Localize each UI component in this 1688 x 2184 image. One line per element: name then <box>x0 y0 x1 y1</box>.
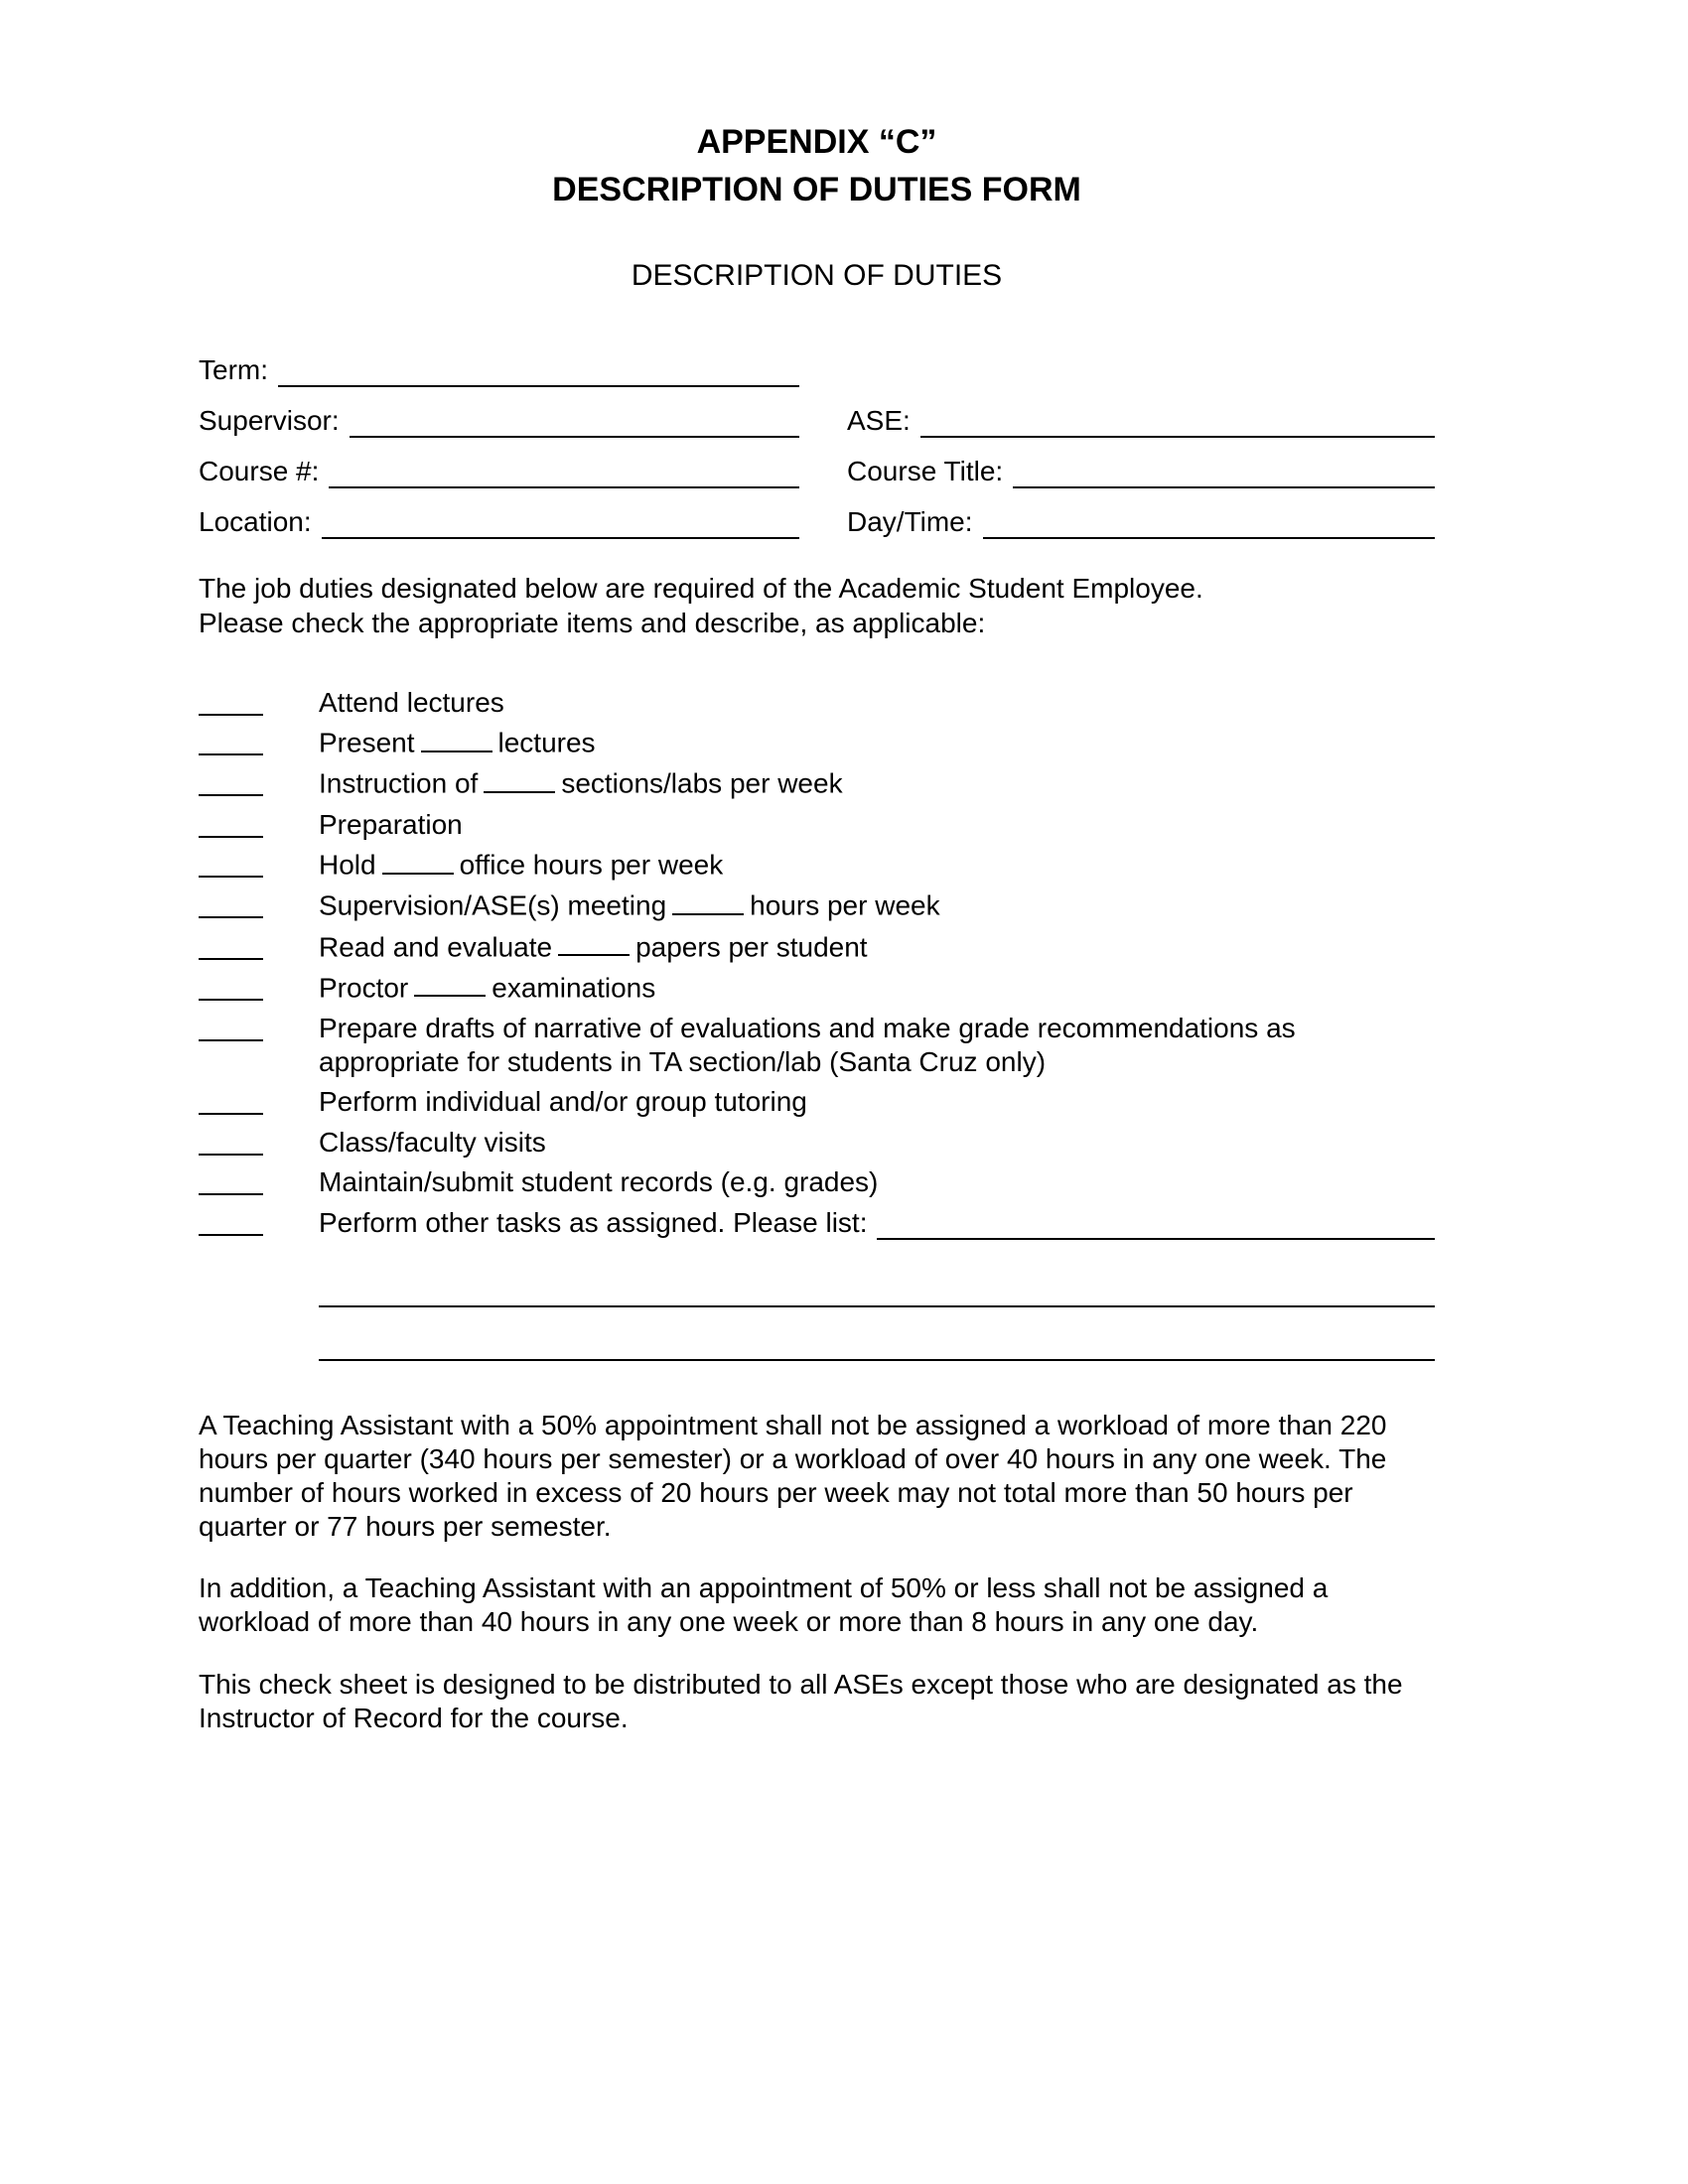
duty-text <box>319 726 1435 759</box>
duty-item-supervision-meeting <box>199 888 1435 922</box>
duty-label-after: hours per week <box>750 890 940 922</box>
duty-check-line[interactable] <box>199 1165 263 1195</box>
duty-text <box>319 686 1435 720</box>
duty-label-after: examinations <box>492 972 656 1004</box>
duty-label: Hold <box>319 849 376 881</box>
form-subtitle: DESCRIPTION OF DUTIES <box>631 259 1003 293</box>
duty-label: Perform individual and/or group tutoring <box>319 1086 807 1118</box>
field-row-supervisor-ase <box>199 403 1435 438</box>
duty-text <box>319 971 1435 1005</box>
ase-label: ASE: <box>847 404 911 436</box>
duty-label: Read and evaluate <box>319 931 553 963</box>
instructions <box>199 571 1435 640</box>
duty-text <box>319 1012 1435 1078</box>
course-title-input-line[interactable] <box>1013 458 1435 488</box>
duty-item-instruction-sections <box>199 766 1435 800</box>
field-supervisor <box>199 403 799 438</box>
location-input-line[interactable] <box>322 508 799 539</box>
duty-check-line[interactable] <box>199 1206 263 1236</box>
term-label: Term: <box>199 353 268 385</box>
duty-item-prepare-drafts-evaluations <box>199 1012 1435 1078</box>
duty-check-line[interactable] <box>199 930 263 960</box>
duty-item-preparation <box>199 808 1435 842</box>
field-course-number <box>199 454 799 488</box>
duty-check-line[interactable] <box>199 888 263 918</box>
duty-inline-blank[interactable] <box>484 766 555 793</box>
duty-check-line[interactable] <box>199 726 263 755</box>
duty-text <box>319 1206 1435 1240</box>
day-time-input-line[interactable] <box>983 508 1435 539</box>
course-number-input-line[interactable] <box>329 458 799 488</box>
duty-label: Preparation <box>319 808 463 840</box>
duty-check-line[interactable] <box>199 1126 263 1156</box>
field-row-term <box>199 352 1435 387</box>
duty-inline-blank[interactable] <box>414 971 486 998</box>
duty-label-after: office hours per week <box>459 849 724 881</box>
policy-paragraphs <box>199 1409 1435 1735</box>
duty-label: Supervision/ASE(s) meeting <box>319 890 667 922</box>
duty-check-line[interactable] <box>199 1085 263 1115</box>
duty-check-line[interactable] <box>199 971 263 1001</box>
distribution-paragraph: This check sheet is designed to be distributed to all ASEs except those who are designated as the Instructor of Record for the course. <box>199 1668 1403 1733</box>
duty-check-line[interactable] <box>199 686 263 716</box>
duty-item-student-records <box>199 1165 1435 1199</box>
duty-label-after: lectures <box>497 727 596 758</box>
duty-text <box>319 930 1435 964</box>
duty-label: Class/faculty visits <box>319 1126 546 1158</box>
term-input-line[interactable] <box>278 356 799 387</box>
extra-input-line-1[interactable] <box>319 1254 1435 1307</box>
duty-label: Maintain/submit student records (e.g. grades) <box>319 1166 879 1198</box>
duty-check-line[interactable] <box>199 808 263 838</box>
field-course-title <box>847 454 1435 488</box>
duty-inline-blank[interactable] <box>558 930 630 957</box>
duty-label-after: papers per student <box>635 931 868 963</box>
instructions-line-2: Please check the appropriate items and describe, as applicable: <box>199 607 986 638</box>
field-day-time <box>847 504 1435 539</box>
duty-check-line[interactable] <box>199 848 263 878</box>
supervisor-input-line[interactable] <box>350 407 799 438</box>
duty-item-class-faculty-visits <box>199 1126 1435 1160</box>
ase-input-line[interactable] <box>920 407 1435 438</box>
duty-text <box>319 1085 1435 1119</box>
duty-item-read-evaluate-papers <box>199 930 1435 964</box>
duty-label: Perform other tasks as assigned. Please list: <box>319 1206 868 1238</box>
duty-inline-blank[interactable] <box>421 726 492 752</box>
duty-label: Attend lectures <box>319 686 504 718</box>
duty-item-proctor-examinations <box>199 971 1435 1005</box>
duty-text <box>319 808 1435 842</box>
duty-text <box>319 888 1435 922</box>
title-block <box>199 119 1435 213</box>
workload-paragraph: A Teaching Assistant with a 50% appointment shall not be assigned a workload of more than 220 hours per quarter (340 hours per semester) or a workload of over 40 hours in any one week. The number of hours worked in excess of 20 hours per week may not total more than 50 hours per quarter or 77 hours per semester. <box>199 1409 1387 1543</box>
duty-item-other-tasks <box>199 1206 1435 1240</box>
supervisor-label: Supervisor: <box>199 404 340 436</box>
instructions-line-1: The job duties designated below are required of the Academic Student Employee. <box>199 572 1203 604</box>
duty-label-after: sections/labs per week <box>561 768 843 800</box>
duty-text <box>319 848 1435 882</box>
field-ase <box>847 403 1435 438</box>
day-time-label: Day/Time: <box>847 505 973 537</box>
header-fields <box>199 352 1435 539</box>
additional-workload-paragraph: In addition, a Teaching Assistant with an appointment of 50% or less shall not be assigned a workload of more than 40 hours in any one week or more than 8 hours in any one day. <box>199 1572 1329 1638</box>
extra-input-line-2[interactable] <box>319 1307 1435 1361</box>
duty-inline-blank[interactable] <box>672 888 744 915</box>
field-term <box>199 352 799 387</box>
other-tasks-extra-lines <box>319 1254 1435 1361</box>
duty-text <box>319 766 1435 800</box>
field-row-location-daytime <box>199 504 1435 539</box>
field-location <box>199 504 799 539</box>
duty-label: Present <box>319 727 415 758</box>
duty-item-present-lectures <box>199 726 1435 759</box>
duty-text <box>319 1126 1435 1160</box>
duty-label: Instruction of <box>319 768 479 800</box>
duty-text <box>319 1165 1435 1199</box>
course-number-label: Course #: <box>199 455 320 486</box>
duty-item-tutoring <box>199 1085 1435 1119</box>
course-title-label: Course Title: <box>847 455 1004 486</box>
duty-label: Proctor <box>319 972 409 1004</box>
location-label: Location: <box>199 505 312 537</box>
duty-item-office-hours <box>199 848 1435 882</box>
field-row-course <box>199 454 1435 488</box>
duty-item-attend-lectures <box>199 686 1435 720</box>
appendix-title: APPENDIX “C” <box>696 123 937 161</box>
duty-label: Prepare drafts of narrative of evaluations and make grade recommendations as appropriate for students in TA section/lab (Santa Cruz only) <box>319 1013 1296 1077</box>
duty-check-line[interactable] <box>199 1012 263 1041</box>
other-tasks-input-line[interactable] <box>877 1210 1435 1239</box>
duty-check-line[interactable] <box>199 766 263 796</box>
duty-inline-blank[interactable] <box>382 848 454 875</box>
form-title: DESCRIPTION OF DUTIES FORM <box>552 170 1081 208</box>
duty-list <box>199 686 1435 1361</box>
